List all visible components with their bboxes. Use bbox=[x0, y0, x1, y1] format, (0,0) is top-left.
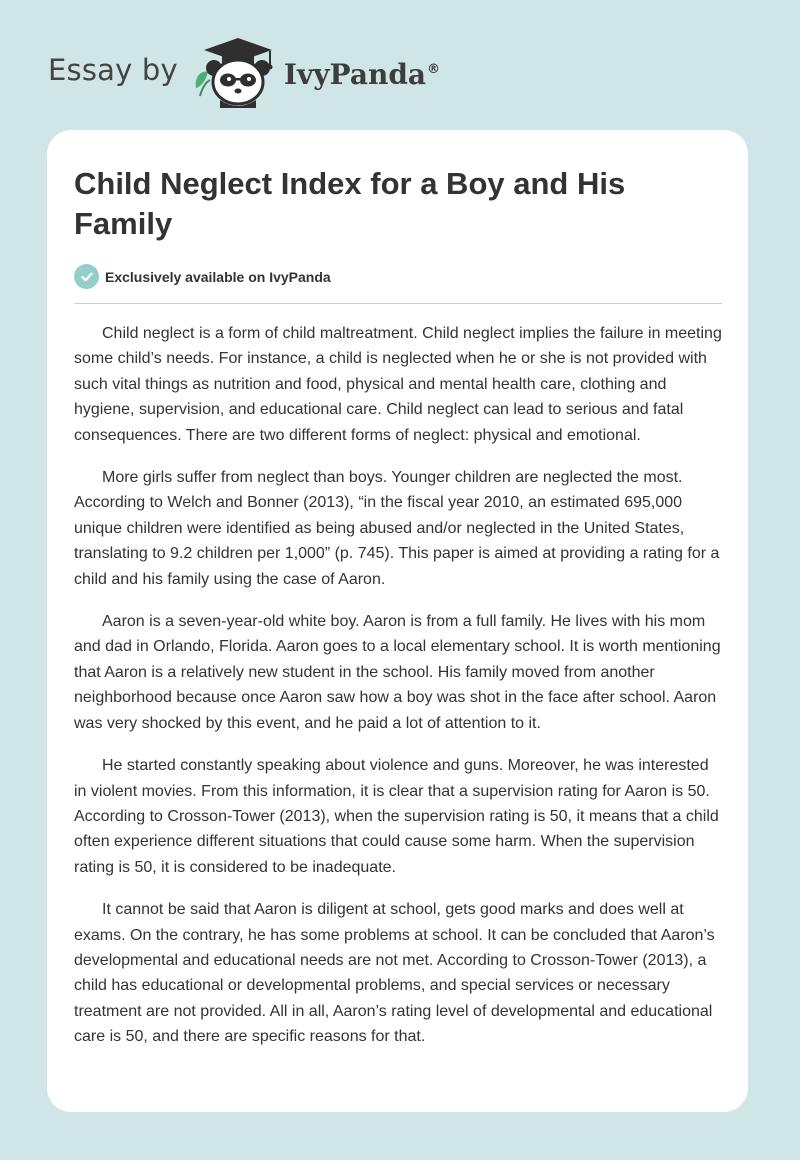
check-badge-icon bbox=[74, 264, 99, 289]
exclusive-notice bbox=[74, 264, 331, 289]
panda-graduate-icon bbox=[192, 36, 284, 108]
brand-header bbox=[48, 36, 440, 108]
paragraph: Child neglect is a form of child maltreatment. Child neglect implies the failure in meeting some child’s needs. For instance, a child is neglected when he or she is not provided with such vital things as nutrition and food, physical and mental health care, clothing and hygiene, supervision, and educational care. Child neglect can lead to serious and fatal consequences. There are two different forms of neglect: physical and emotional. bbox=[74, 325, 722, 444]
article-body bbox=[74, 321, 724, 1067]
brand-name-text: IvyPanda bbox=[283, 57, 427, 91]
paragraph: It cannot be said that Aaron is diligent at school, gets good marks and does well at exams. On the contrary, he has some problems at school. It can be concluded that Aaron’s developmental and educational needs are not met. According to Crosson-Tower (2013), a child has educational or developmental problems, and special services or necessary treatment are not provided. All in all, Aaron’s rating level of developmental and educational care is 50, and there are specific reasons for that. bbox=[74, 901, 715, 1046]
brand-name bbox=[284, 58, 440, 91]
paragraph: More girls suffer from neglect than boys. Younger children are neglected the most. According to Welch and Bonner (2013), “in the fiscal year 2010, an estimated 695,000 unique children were identified as being abused and/or neglected in the United States, translating to 9.2 children per 1,000” (p. 745). This paper is aimed at providing a rating for a child and his family using the case of Aaron. bbox=[74, 469, 720, 588]
registered-mark: ® bbox=[427, 62, 441, 78]
brand-prefix: Essay by bbox=[48, 53, 178, 87]
divider bbox=[74, 303, 722, 304]
paragraph: Aaron is a seven-year-old white boy. Aaron is from a full family. He lives with his mom and dad in Orlando, Florida. Aaron goes to a local elementary school. It is worth mentioning that Aaron is a relatively new student in the school. His family moved from another neighborhood because once Aaron saw how a boy was shot in the face after school. Aaron was very shocked by this event, and he paid a lot of attention to it. bbox=[74, 613, 721, 732]
article-title: Child Neglect Index for a Boy and His Family bbox=[74, 166, 626, 241]
paragraph: He started constantly speaking about violence and guns. Moreover, he was interested in violent movies. From this information, it is clear that a supervision rating for Aaron is 50. According to Crosson-Tower (2013), when the supervision rating is 50, it means that a child often experience different situations that could cause some harm. When the supervision rating is 50, it is considered to be inadequate. bbox=[74, 757, 719, 876]
article-card bbox=[47, 130, 748, 1112]
exclusive-label: Exclusively available on IvyPanda bbox=[105, 268, 331, 285]
